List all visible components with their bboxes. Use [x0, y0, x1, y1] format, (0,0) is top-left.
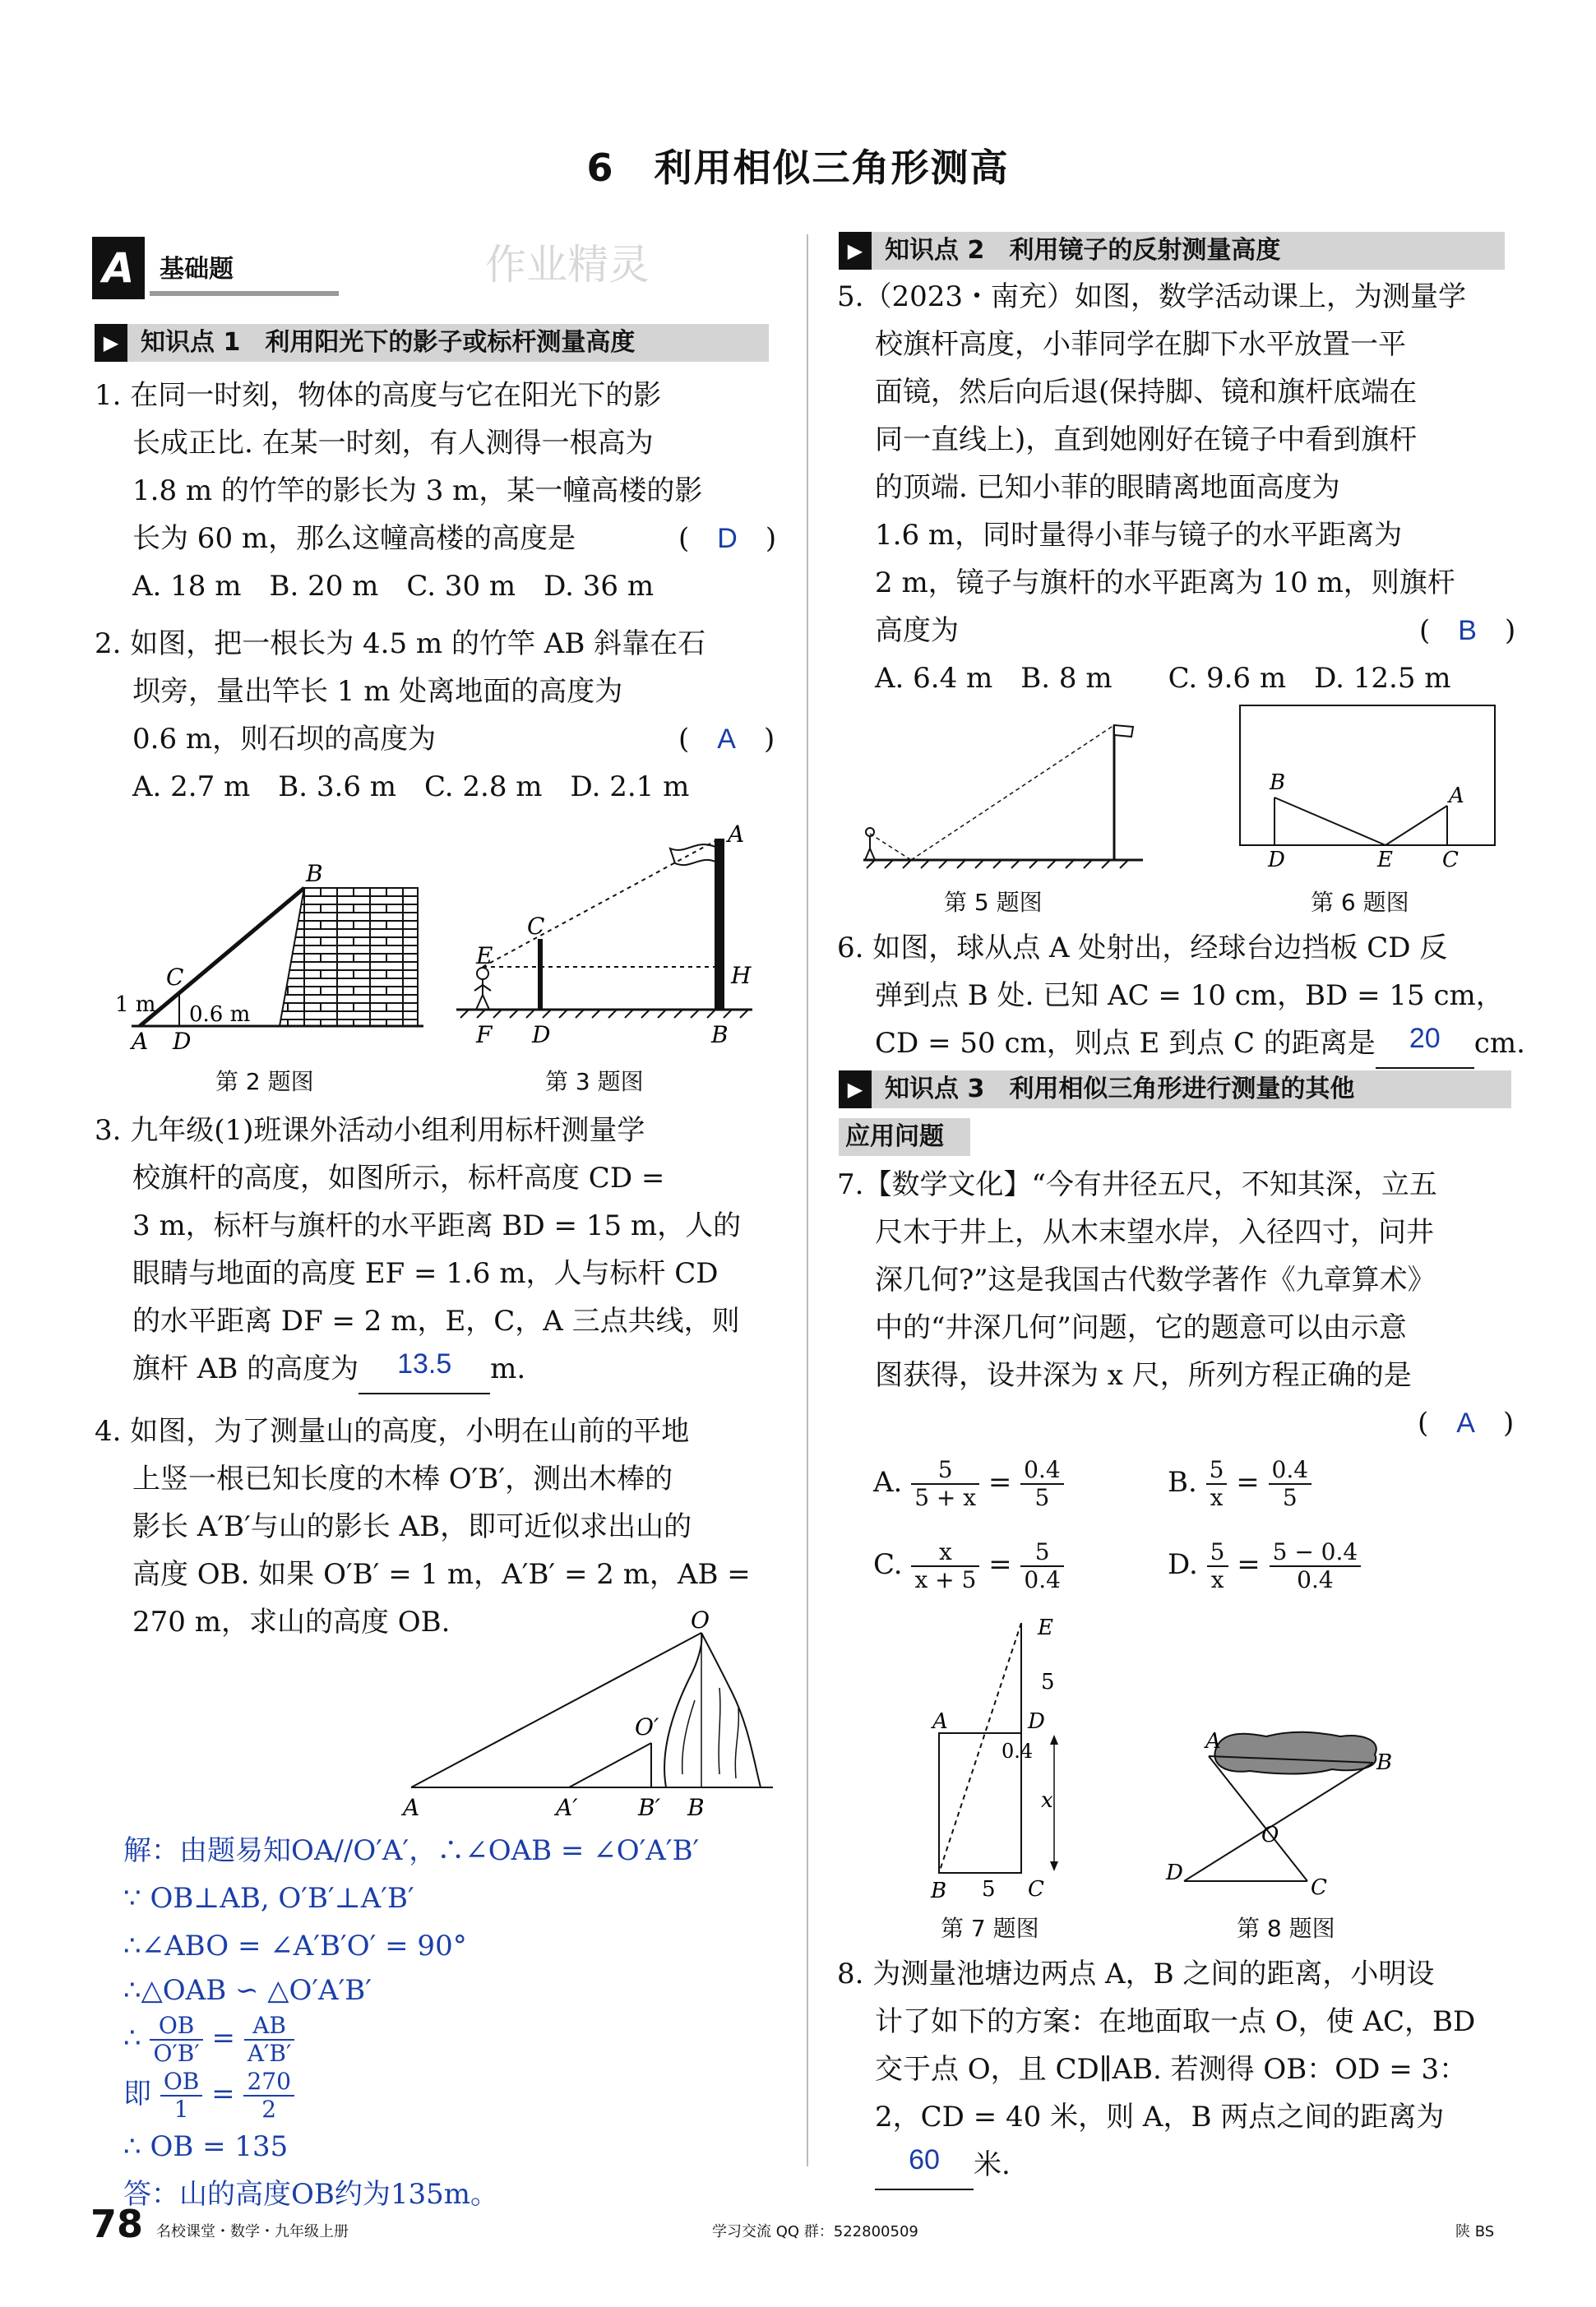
q5-answer: B — [1458, 615, 1477, 646]
label-b: B — [1270, 770, 1286, 795]
label-h: H — [731, 962, 752, 989]
q4-line: 上竖一根已知长度的木棒 O′B′，测出木棒的 — [132, 1463, 673, 1496]
q2-options: A. 2.7 m B. 3.6 m C. 2.8 m D. 2.1 m — [132, 770, 690, 803]
label-d: D — [173, 1028, 192, 1055]
question-8 — [837, 1950, 1528, 2190]
q8-line: 8. 为测量池塘边两点 A，B 之间的距离，小明设 — [837, 1958, 1435, 1990]
solution-fraction-line: 即 $\frac{OB}{1}$ = $\frac{270}{2}$ — [123, 2067, 798, 2123]
q4-line: 高度 OB. 如果 O′B′ = 1 m，A′B′ = 2 m，AB = — [132, 1558, 751, 1591]
label-d: D — [1268, 848, 1285, 871]
q2-line: 坝旁，量出竿长 1 m 处离地面的高度为 — [132, 675, 623, 708]
q3-line: 的水平距离 DF = 2 m，E，C，A 三点共线，则 — [132, 1305, 740, 1338]
sight-line-eye — [870, 834, 911, 860]
q3-line: 旗杆 AB 的高度为 13.5 m. — [95, 1345, 777, 1394]
label-c: C — [166, 964, 184, 991]
q8-line: 交于点 O，且 CD∥AB. 若测得 OB：OD = 3： — [875, 2053, 1468, 2086]
q3-line: 眼睛与地面的高度 EF = 1.6 m，人与标杆 CD — [132, 1257, 719, 1290]
mountain — [664, 1633, 761, 1787]
edition: 陕 BS — [1455, 2223, 1495, 2240]
figure-4 — [395, 1610, 781, 1824]
caption-fig-6: 第 6 题图 — [1311, 889, 1409, 916]
book-title: 名校课堂・数学・九年级上册 — [156, 2223, 349, 2240]
q7-option-a: A. $\frac{5}{5 + x}$ = $\frac{0.4}{5}$ — [873, 1457, 1064, 1511]
q7-answer: A — [1456, 1408, 1475, 1439]
badge-letter-box: A — [92, 237, 145, 299]
label-a: A — [728, 822, 745, 848]
segment-bd — [1184, 1763, 1373, 1881]
caption-fig-7: 第 7 题图 — [941, 1915, 1039, 1942]
q5-line: 1.6 m，同时量得小菲与镜子的水平距离为 — [875, 519, 1403, 552]
solution-line: 解：由题易知OA//O′A′，∴∠OAB = ∠O′A′B′ — [123, 1834, 700, 1867]
label-e: E — [1377, 848, 1393, 871]
q7-option-d: D. $\frac{5}{x}$ = $\frac{5 - 0.4}{0.4}$ — [1168, 1539, 1361, 1593]
knowledge-point-3-cont: 应用问题 — [839, 1118, 970, 1156]
solution-line: ∵ OB⊥AB, O′B′⊥A′B′ — [123, 1882, 414, 1915]
solution-line: ∴△OAB ∽ △O′A′B′ — [123, 1974, 372, 2007]
q8-answer: 60 — [909, 2144, 940, 2175]
caption-fig-5: 第 5 题图 — [944, 889, 1043, 916]
caption-fig-8: 第 8 题图 — [1237, 1915, 1335, 1942]
label-a-prime: A′ — [556, 1794, 578, 1821]
figure-8 — [1159, 1727, 1431, 1899]
label-o: O — [1261, 1823, 1279, 1847]
q1-line: 1. 在同一时刻，物体的高度与它在阳光下的影 — [95, 379, 662, 412]
q1-line: 1.8 m 的竹竿的影长为 3 m，某一幢高楼的影 — [132, 474, 703, 507]
knowledge-point-1: ▶ 知识点 1 利用阳光下的影子或标杆测量高度 — [95, 324, 769, 362]
label-d: D — [532, 1021, 551, 1048]
play-icon: ▶ — [839, 1070, 872, 1108]
badge-text: 基础题 — [160, 255, 234, 284]
label-1m: 1 m — [115, 992, 156, 1017]
q8-line: 60 米. — [837, 2141, 1528, 2190]
label-0-4: 0.4 — [1002, 1740, 1034, 1763]
label-d: D — [1166, 1861, 1183, 1885]
q1-options: A. 18 m B. 20 m C. 30 m D. 36 m — [132, 570, 655, 603]
pond — [1214, 1732, 1376, 1774]
q4-line: 影长 A′B′与山的影长 AB，即可近似求出山的 — [132, 1510, 692, 1543]
watermark: 作业精灵 — [485, 241, 650, 289]
stone-dam — [280, 888, 418, 1026]
label-c: C — [527, 913, 545, 940]
label-d: D — [1028, 1709, 1045, 1734]
ray-ao — [411, 1633, 701, 1787]
label-b: B — [1376, 1750, 1393, 1775]
q7-option-b: B. $\frac{5}{x}$ = $\frac{0.4}{5}$ — [1168, 1457, 1311, 1511]
label-a: A — [1205, 1729, 1221, 1754]
caption-fig-3: 第 3 题图 — [545, 1068, 644, 1095]
label-x: x — [1041, 1788, 1053, 1813]
label-b: B — [711, 1021, 729, 1048]
q5-line: 面镜，然后向后退(保持脚、镜和旗杆底端在 — [875, 376, 1418, 409]
q2-answer: A — [717, 724, 736, 755]
page-title: 6 利用相似三角形测高 — [586, 146, 1010, 190]
label-e: E — [476, 942, 493, 969]
qq-group: 学习交流 QQ 群：522800509 — [712, 2223, 918, 2240]
label-a: A — [403, 1794, 420, 1821]
flag — [670, 844, 715, 865]
sight-line-up — [911, 725, 1114, 860]
question-6 — [837, 924, 1528, 1069]
arrow-down-icon — [1050, 1861, 1058, 1871]
label-b: B — [687, 1794, 705, 1821]
figure-7 — [913, 1611, 1102, 1899]
label-a: A — [932, 1709, 948, 1734]
q5-options: A. 6.4 m B. 8 m C. 9.6 m D. 12.5 m — [875, 662, 1451, 695]
label-e: E — [1038, 1616, 1053, 1640]
caption-fig-2: 第 2 题图 — [215, 1068, 314, 1095]
solution-line: ∴ OB = 135 — [123, 2130, 289, 2163]
label-a: A — [132, 1028, 149, 1055]
q6-line: 6. 如图，球从点 A 处射出，经球台边挡板 CD 反 — [837, 932, 1448, 964]
column-divider — [807, 234, 808, 2166]
label-5-bottom: 5 — [982, 1877, 996, 1899]
q6-answer: 20 — [1409, 1023, 1441, 1054]
label-06m: 0.6 m — [189, 1002, 251, 1027]
q3-answer: 13.5 — [397, 1348, 452, 1380]
figure-6 — [1233, 699, 1505, 871]
q4-line: 270 m，求山的高度 OB. — [132, 1606, 451, 1639]
label-o: O — [691, 1610, 710, 1634]
label-c: C — [1028, 1877, 1044, 1899]
q3-line: 3. 九年级(1)班课外活动小组利用标杆测量学 — [95, 1114, 645, 1147]
label-a: A — [1449, 784, 1464, 808]
flag — [1114, 725, 1133, 737]
q6-line: CD = 50 cm，则点 E 到点 C 的距离是 20 cm. — [837, 1019, 1528, 1069]
question-5 — [837, 273, 1528, 702]
figure-2 — [107, 847, 436, 1093]
page-number: 78 — [90, 2202, 144, 2246]
label-b-prime: B′ — [638, 1794, 660, 1821]
q7-line: 图获得，设井深为 x 尺，所列方程正确的是 — [875, 1359, 1412, 1392]
label-o-prime: O′ — [635, 1713, 659, 1741]
solution-line: 答：山的高度OB约为135m。 — [123, 2178, 498, 2211]
q2-line: 0.6 m，则石坝的高度为 ( A ) — [132, 723, 775, 756]
q7-line: 中的“井深几何”问题，它的题意可以由示意 — [875, 1311, 1407, 1344]
label-b: B — [306, 860, 323, 887]
ray-a2o2 — [569, 1743, 651, 1787]
q4-line: 4. 如图，为了测量山的高度，小明在山前的平地 — [95, 1415, 690, 1448]
q3-line: 校旗杆的高度，如图所示，标杆高度 CD = — [132, 1162, 665, 1195]
q1-answer: D — [717, 523, 738, 554]
q1-line: 长为 60 m，那么这幢高楼的高度是 ( D ) — [132, 522, 777, 555]
figure-5 — [855, 715, 1151, 871]
section-badge — [92, 237, 339, 299]
q2-line: 2. 如图，把一根长为 4.5 m 的竹竿 AB 斜靠在石 — [95, 627, 706, 660]
question-3 — [95, 1107, 777, 1394]
label-c: C — [1311, 1875, 1327, 1899]
q6-line: 弹到点 B 处. 已知 AC = 10 cm，BD = 15 cm， — [875, 979, 1504, 1012]
q5-line: 的顶端. 已知小菲的眼睛离地面高度为 — [875, 471, 1340, 504]
label-5-top: 5 — [1041, 1670, 1055, 1694]
q5-line: 高度为 ( B ) — [875, 614, 1516, 647]
q7-line: 深几何?”这是我国古代数学著作《九章算术》 — [875, 1264, 1436, 1297]
arrow-up-icon — [1050, 1735, 1058, 1745]
solution — [123, 1827, 798, 2218]
label-c: C — [1442, 848, 1459, 871]
q5-line: 同一直线上)，直到她刚好在镜子中看到旗杆 — [875, 423, 1418, 456]
figure-3 — [448, 822, 777, 1093]
label-b: B — [931, 1879, 947, 1899]
play-icon: ▶ — [95, 324, 127, 362]
q3-line: 3 m，标杆与旗杆的水平距离 BD = 15 m，人的 — [132, 1209, 742, 1242]
q8-line: 2，CD = 40 米，则 A，B 两点之间的距离为 — [875, 2101, 1445, 2134]
knowledge-point-2: ▶ 知识点 2 利用镜子的反射测量高度 — [839, 232, 1505, 270]
knowledge-point-3: ▶ 知识点 3 利用相似三角形进行测量的其他 — [839, 1070, 1511, 1108]
q5-line: 2 m，镜子与旗杆的水平距离为 10 m，则旗杆 — [875, 566, 1455, 599]
q7-option-c: C. $\frac{x}{x + 5}$ = $\frac{5}{0.4}$ — [873, 1539, 1064, 1593]
solution-line: ∴∠ABO = ∠A′B′O′ = 90° — [123, 1930, 467, 1963]
label-f: F — [476, 1021, 493, 1048]
segment-ac — [1209, 1756, 1307, 1881]
q5-line: 校旗杆高度，小菲同学在脚下水平放置一平 — [875, 328, 1406, 361]
q8-line: 计了如下的方案：在地面取一点 O，使 AC，BD — [875, 2005, 1476, 2038]
person-figure — [474, 968, 491, 1010]
play-icon: ▶ — [839, 232, 872, 270]
q7-answer-line: ( A ) — [1418, 1407, 1515, 1440]
q7-line: 7.【数学文化】“今有井径五尺，不知其深，立五 — [837, 1168, 1437, 1201]
q7-line: 尺木于井上，从木末望水岸，入径四寸，问井 — [875, 1216, 1434, 1249]
question-2 — [95, 620, 777, 811]
person-figure — [865, 828, 875, 860]
badge-underline — [150, 291, 339, 296]
question-1 — [95, 372, 777, 610]
q5-line: 5.（2023・南充）如图，数学活动课上，为测量学 — [837, 280, 1466, 313]
solution-fraction-line: ∴ $\frac{OB}{O'B'}$ = $\frac{AB}{A'B'}$ — [123, 2011, 798, 2067]
q1-line: 长成正比. 在某一时刻，有人测得一根高为 — [132, 427, 654, 460]
question-7 — [837, 1161, 1528, 1447]
